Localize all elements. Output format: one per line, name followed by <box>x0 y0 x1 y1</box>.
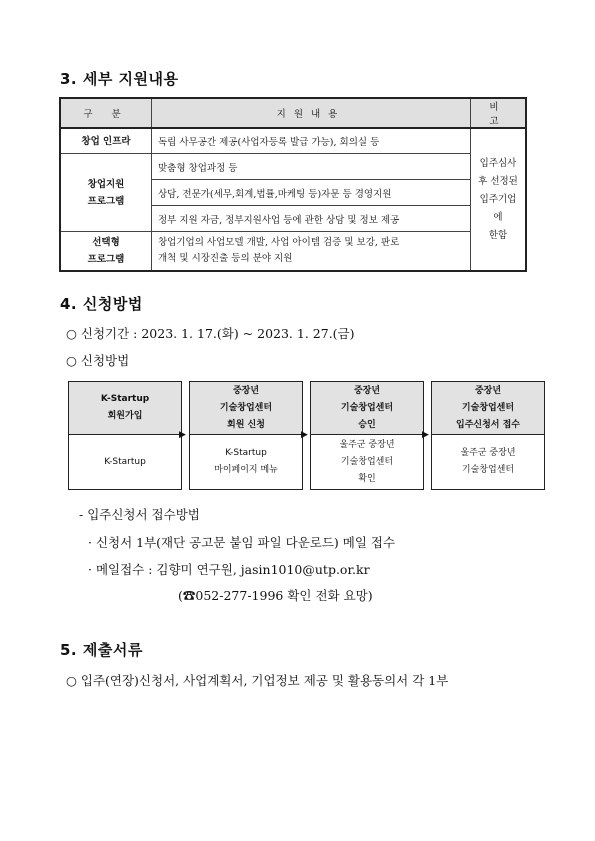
content-infra: 독립 사무공간 제공(사업자등록 발급 가능), 회의실 등 <box>152 128 471 154</box>
flow-step-3-title <box>311 382 423 435</box>
section-4-title: 4. 신청방법 <box>60 295 143 313</box>
submission-detail-3: (☎052-277-1996 확인 전화 요망) <box>178 588 373 603</box>
category-line: 창업지원 <box>87 178 125 190</box>
flow-text: 회원가입 <box>107 411 143 421</box>
flow-text: K-Startup <box>100 394 150 404</box>
flow-text: 기술창업센터 <box>340 456 394 467</box>
header-note: 비 고 <box>471 98 527 128</box>
category-line: 프로그램 <box>87 254 125 265</box>
content-optional <box>152 232 471 272</box>
flow-text: 기술창업센터 <box>219 402 273 413</box>
flow-step-4 <box>431 381 545 490</box>
content-program-2: 상담, 전문가(세무,회계,법률,마케팅 등)자문 등 경영지원 <box>152 180 471 206</box>
flow-text: 승인 <box>358 419 376 430</box>
arrow-right-icon: ▶ <box>422 430 429 440</box>
flow-text: 기술창업센터 <box>340 402 394 413</box>
flow-text: 중장년 <box>353 385 381 396</box>
flow-text: 마이페이지 메뉴 <box>214 465 278 475</box>
application-method: ○ 신청방법 <box>66 353 130 368</box>
submission-detail-1: · 신청서 1부(재단 공고문 붙임 파일 다운로드) 메일 접수 <box>88 535 396 550</box>
note-line: 입주기업에 <box>479 193 517 223</box>
flow-text: 기술창업센터 <box>461 402 515 413</box>
content-line: 개척 및 시장진출 등의 분야 지원 <box>158 253 293 264</box>
flow-step-1 <box>68 381 182 490</box>
category-infra: 창업 인프라 <box>60 128 152 154</box>
note-line: 한함 <box>488 229 508 241</box>
note-line: 후 선정된 <box>478 175 518 187</box>
table-header-row <box>60 98 526 128</box>
submission-method-title: - 입주신청서 접수방법 <box>79 507 200 522</box>
flow-text: 확인 <box>358 473 376 484</box>
flow-step-2 <box>189 381 303 490</box>
application-period: ○ 신청기간 : 2023. 1. 17.(화) ~ 2023. 1. 27.(금) <box>66 326 355 341</box>
section-5-title: 5. 제출서류 <box>60 641 143 659</box>
arrow-right-icon: ▶ <box>301 430 308 440</box>
submission-detail-2: · 메일접수 : 김향미 연구원, jasin1010@utp.or.kr <box>88 562 370 577</box>
flow-text: 입주신청서 접수 <box>456 419 520 430</box>
flow-text: K-Startup <box>104 456 146 467</box>
flow-step-2-detail <box>190 435 302 489</box>
section-3-title: 3. 세부 지원내용 <box>60 70 179 88</box>
flow-text: 기술창업센터 <box>461 465 515 475</box>
category-optional <box>60 232 152 272</box>
flow-step-4-title <box>432 382 544 435</box>
category-line: 선택형 <box>92 237 120 248</box>
header-category: 구 분 <box>60 98 152 128</box>
content-program-3: 정부 지원 자금, 정부지원사업 등에 관한 상담 및 정보 제공 <box>152 206 471 232</box>
flow-text: 울주군 중장년 <box>339 439 395 450</box>
flow-text: 중장년 <box>232 385 260 396</box>
table-row <box>60 232 526 272</box>
category-program <box>60 154 152 232</box>
flow-step-3 <box>310 381 424 490</box>
content-line: 창업기업의 사업모델 개발, 사업 아이템 검증 및 보강, 판로 <box>158 237 400 248</box>
flow-step-4-detail <box>432 435 544 489</box>
flow-text: 중장년 <box>474 385 502 396</box>
note-line: 입주심사 <box>479 157 517 169</box>
category-line: 프로그램 <box>87 195 125 207</box>
flow-step-1-title <box>69 382 181 435</box>
flow-step-3-detail <box>311 435 423 489</box>
flow-text: 회원 신청 <box>227 419 265 430</box>
flow-text: K-Startup <box>225 448 267 458</box>
required-documents: ○ 입주(연장)신청서, 사업계획서, 기업정보 제공 및 활용동의서 각 1부 <box>66 673 449 688</box>
content-program-1: 맞춤형 창업과정 등 <box>152 154 471 180</box>
table-row <box>60 128 526 154</box>
table-row <box>60 154 526 180</box>
arrow-right-icon: ▶ <box>179 430 186 440</box>
flow-step-1-detail <box>69 435 181 489</box>
flow-step-2-title <box>190 382 302 435</box>
support-table <box>59 97 527 272</box>
header-content: 지원내용 <box>152 98 471 128</box>
flow-text: 울주군 중장년 <box>460 448 516 458</box>
note-cell <box>471 128 527 271</box>
